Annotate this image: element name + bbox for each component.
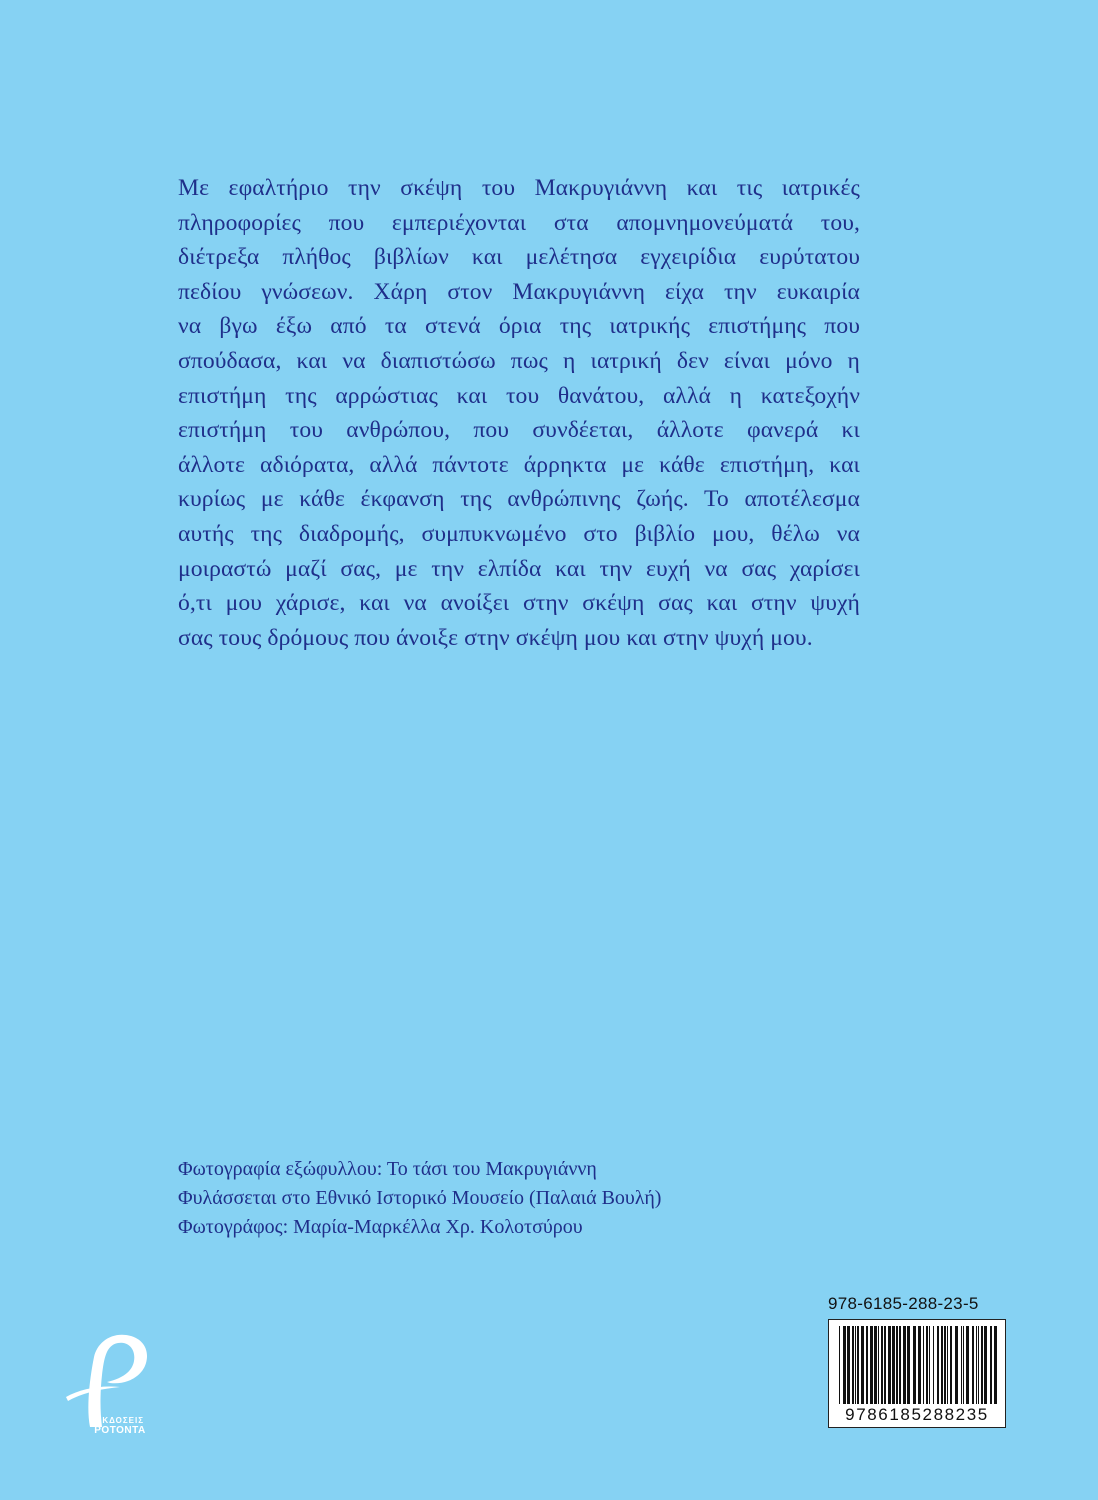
isbn-barcode (828, 1319, 1006, 1428)
publisher-name-line2: ΡΟΤΟΝΤΑ (94, 1425, 146, 1436)
barcode-bar (926, 1326, 928, 1404)
barcode-bar (990, 1326, 992, 1404)
barcode-bar (878, 1326, 879, 1404)
barcode-bar (929, 1326, 930, 1404)
barcode-bar (950, 1326, 952, 1404)
barcode-bar (843, 1326, 846, 1404)
barcode-bar (892, 1326, 895, 1404)
blurb-line: σπούδασα, και να διαπιστώσω πως η ιατρική δεν είναι μόνο η (178, 347, 860, 374)
blurb-line: να βγω έξω από τα στενά όρια της ιατρικής επιστήμης που (178, 313, 860, 340)
barcode-bar (941, 1326, 943, 1404)
blurb-line: πληροφορίες που εμπεριέχονται στα απομνημονεύματά του, (178, 209, 860, 236)
barcode-bar (861, 1326, 864, 1404)
barcode-bar (937, 1326, 939, 1404)
barcode-bar (852, 1326, 854, 1404)
publisher-name-line1: ΕΚΔΟΣΕΙΣ (95, 1416, 145, 1425)
photographer-credit: Φωτογράφος: Μαρία-Μαρκέλλα Χρ. Κολοτσύρου (178, 1216, 583, 1238)
barcode-bar (907, 1326, 910, 1404)
barcode-bar (857, 1326, 859, 1404)
barcode-bar (884, 1326, 886, 1404)
barcode-bar (839, 1326, 840, 1404)
barcode-bar (847, 1326, 850, 1404)
barcode-bar (913, 1326, 916, 1404)
barcode-bar (888, 1326, 891, 1404)
barcode-bar (855, 1326, 856, 1404)
barcode-bar (881, 1326, 883, 1404)
barcode-bars (829, 1320, 1005, 1408)
barcode-bar (923, 1326, 924, 1404)
barcode-bar (961, 1326, 962, 1404)
photo-credits (178, 1155, 661, 1242)
blurb-line: διέτρεξα πλήθος βιβλίων και μελέτησα εγχειρίδια ευρύτατου (178, 244, 860, 271)
barcode-bar (955, 1326, 958, 1404)
barcode-bar (972, 1326, 974, 1404)
barcode-bar (918, 1326, 921, 1404)
blurb-line: επιστήμη της αρρώστιας και του θανάτου, αλλά η κατεξοχήν (178, 382, 860, 409)
barcode-bar (994, 1326, 997, 1404)
barcode-bar (866, 1326, 868, 1404)
barcode-bar (966, 1326, 969, 1404)
blurb-line: μοιραστώ μαζί σας, με την ελπίδα και την ευχή να σας χαρίσει (178, 555, 860, 582)
barcode-bar (947, 1326, 948, 1404)
cover-photo-credit: Φωτογραφία εξώφυλλου: Το τάσι του Μακρυγιάννη (178, 1158, 597, 1180)
barcode-bar (976, 1326, 977, 1404)
barcode-bar (896, 1326, 898, 1404)
barcode-bar (933, 1326, 934, 1404)
blurb-line: πεδίου γνώσεων. Χάρη στον Μακρυγιάννη είχα την ευκαιρία (178, 278, 860, 305)
blurb-line: κυρίως με κάθε έκφανση της ανθρώπινης ζωής. Το αποτέλεσμα (178, 486, 860, 513)
barcode-digits: 9786185288235 (845, 1405, 989, 1424)
blurb-line: Με εφαλτήριο την σκέψη του Μακρυγιάννη και τις ιατρικές (178, 175, 860, 201)
kept-at-credit: Φυλάσσεται στο Εθνικό Ιστορικό Μουσείο (Παλαιά Βουλή) (178, 1187, 662, 1209)
barcode-bar (903, 1326, 906, 1404)
blurb-line: σας τους δρόμους που άνοιξε στην σκέψη μου και στην ψυχή μου. (178, 624, 813, 651)
barcode-bar (870, 1326, 873, 1404)
barcode-bar (978, 1326, 979, 1404)
barcode-bar (984, 1326, 987, 1404)
blurb-line: επιστήμη του ανθρώπου, που συνδέεται, άλλοτε φανερά κι (178, 417, 860, 444)
logo-letter-shape (88, 1335, 147, 1427)
blurb-line: αυτής της διαδρομής, συμπυκνωμένο στο βιβλίο μου, θέλω να (178, 520, 860, 547)
blurb-line: άλλοτε αδιόρατα, αλλά πάντοτε άρρηκτα με κάθε επιστήμη, και (178, 451, 860, 478)
barcode-bar (874, 1326, 877, 1404)
barcode-bar (963, 1326, 964, 1404)
barcode-bar (981, 1326, 983, 1404)
barcode-bar (899, 1326, 901, 1404)
isbn-label: 978-6185-288-23-5 (828, 1294, 979, 1313)
back-cover-blurb (178, 171, 860, 655)
barcode-bar (944, 1326, 946, 1404)
blurb-line: ό,τι μου χάρισε, και να ανοίξει στην σκέψη σας και στην ψυχή (178, 590, 860, 617)
